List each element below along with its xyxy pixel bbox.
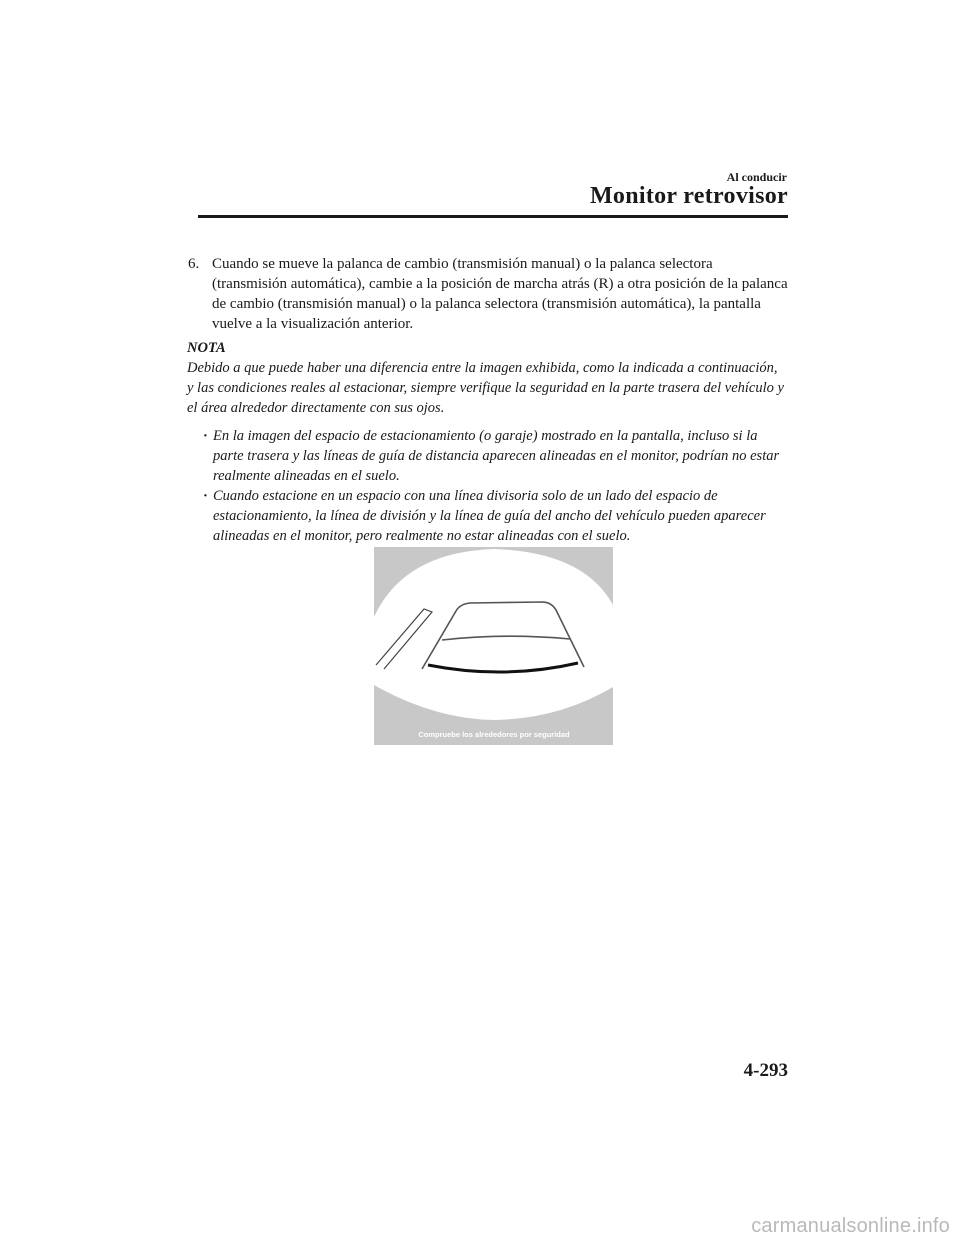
bullet-dot-icon: · (203, 488, 208, 504)
note-bullet-text: Cuando estacione en un espacio con una línea divisoria solo de un lado del espacio de estacionamiento, la línea de división y la línea de guía del ancho del vehículo pueden aparecer alineadas en el monitor, pero realmente no estar alineadas con el suelo. (213, 488, 766, 544)
bullet-dot-icon: · (203, 428, 208, 444)
watermark: carmanualsonline.info (751, 1215, 950, 1237)
step-text: Cuando se mueve la palanca de cambio (transmisión manual) o la palanca selectora (transmisión automática), cambie a la posición de marcha atrás (R) a otra posición de la palanca de cambio (transmisión manual) o la palanca selectora (transmisión automática), la pantalla vuelve a la visualización anterior. (212, 256, 788, 332)
note-bullet-item (199, 486, 787, 546)
note-bullet-list (199, 426, 787, 546)
note-bullet-item (199, 426, 787, 486)
header-rule (198, 215, 788, 218)
step-number: 6. (188, 256, 200, 272)
note-heading: NOTA (187, 340, 226, 356)
step-6 (188, 254, 788, 334)
note-body: Debido a que puede haber una diferencia entre la imagen exhibida, como la indicada a continuación, y las condiciones reales al estacionar, siempre verifique la seguridad en la parte trasera del vehículo y el área alrededor directamente con sus ojos. (187, 360, 784, 416)
note-bullet-text: En la imagen del espacio de estacionamiento (o garaje) mostrado en la pantalla, incluso si la parte trasera y las líneas de guía de distancia aparecen alineadas en el monitor, podrían no estar realmente alineadas en el suelo. (213, 428, 780, 484)
rear-camera-figure (374, 547, 613, 745)
section-label: Al conducir (726, 170, 787, 184)
camera-caption: Compruebe los alrededores por seguridad (418, 730, 570, 739)
page-number: 4-293 (743, 1060, 788, 1081)
chapter-title: Monitor retrovisor (589, 183, 788, 209)
